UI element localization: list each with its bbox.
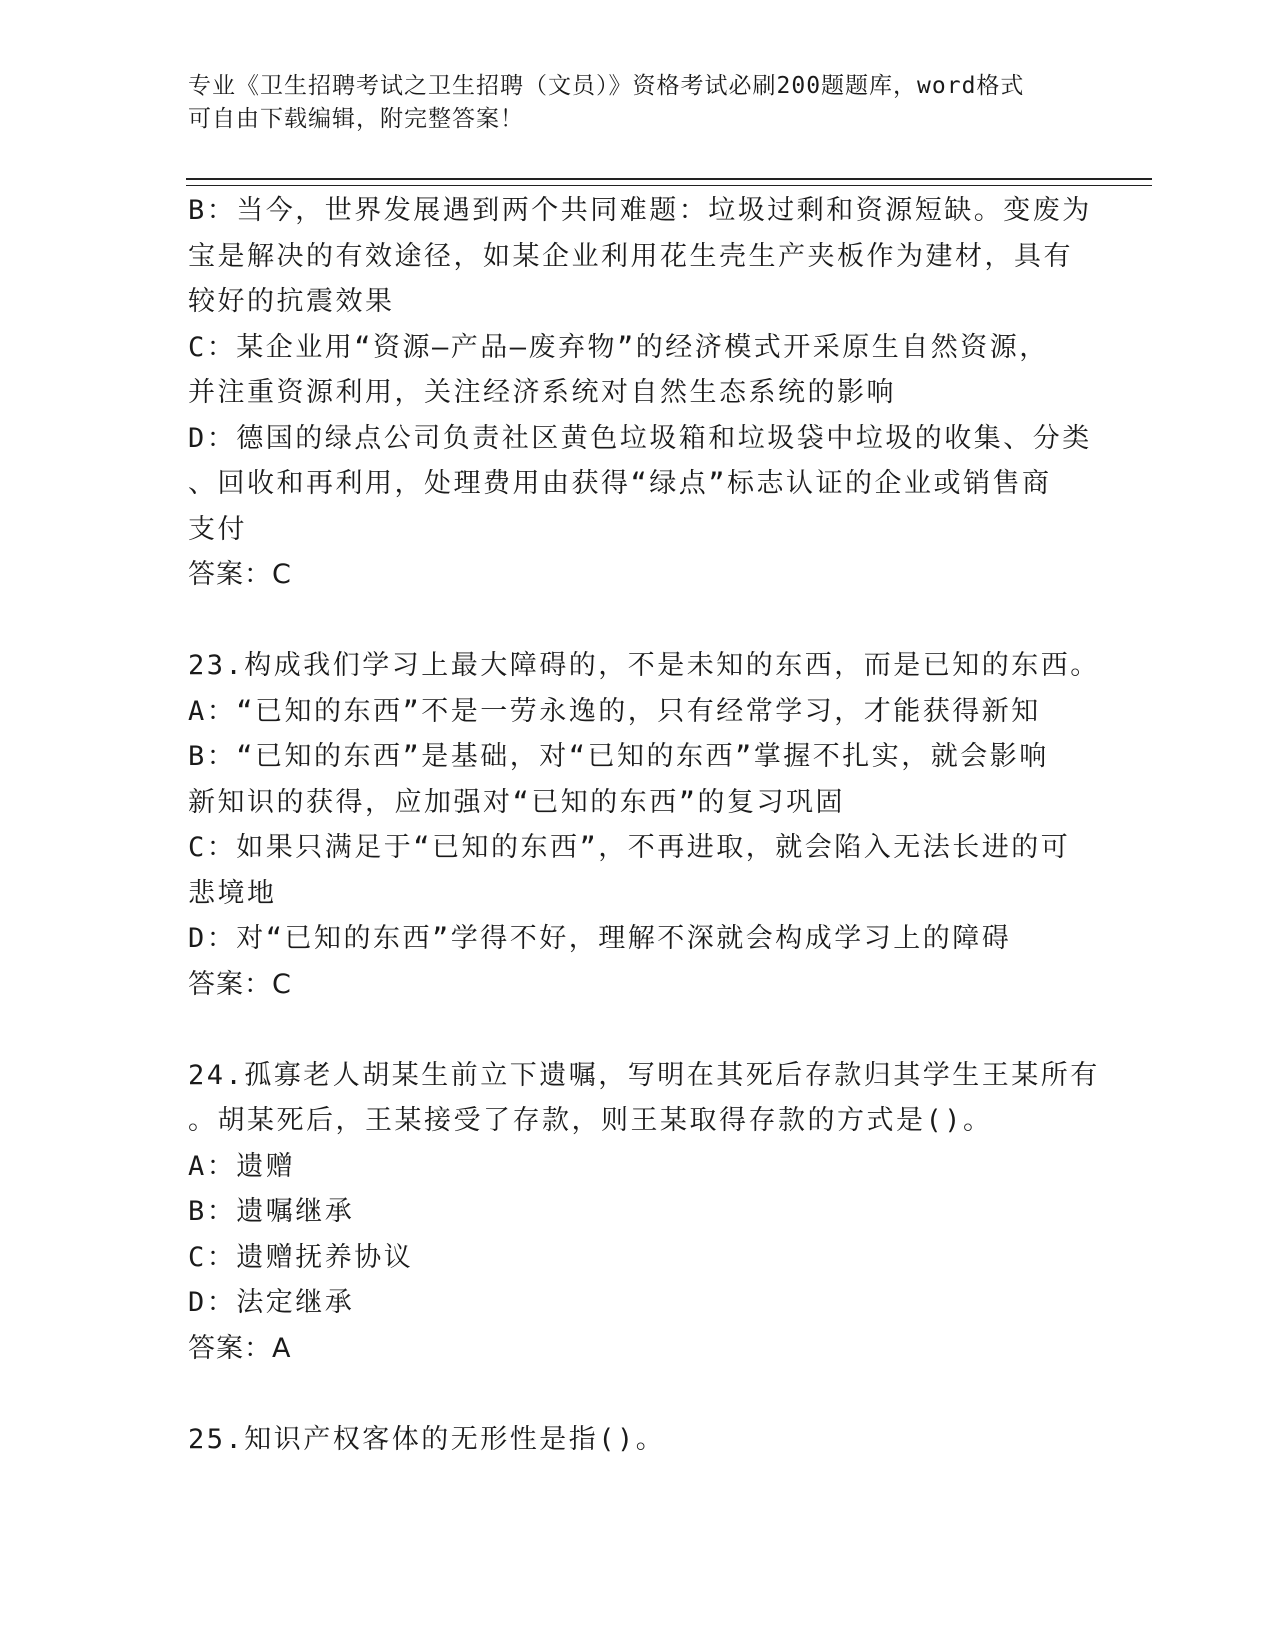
q24-answer: 答案：A [188,1332,292,1364]
q24-stem-line-1: 24.孤寡老人胡某生前立下遗嘱，写明在其死后存款归其学生王某所有 [188,1059,1100,1091]
q25-stem: 25.知识产权客体的无形性是指()。 [188,1423,666,1455]
header-line-1: 专业《卫生招聘考试之卫生招聘（文员）》资格考试必刷200题题库，word格式 [188,73,1025,99]
q23-stem: 23.构成我们学习上最大障碍的，不是未知的东西，而是已知的东西。 [188,650,1100,681]
q22-option-b-line-1: B：当今，世界发展遇到两个共同难题：垃圾过剩和资源短缺。变废为 [188,195,1092,226]
q22-answer: 答案：C [188,559,292,590]
q22-option-b-line-2: 宝是解决的有效途径，如某企业利用花生壳生产夹板作为建材，具有 [188,240,1073,272]
q23-option-a: A：“已知的东西”不是一劳永逸的，只有经常学习，才能获得新知 [188,695,1041,727]
header-divider [186,178,1152,186]
q22-option-d [188,416,1092,553]
page-header [188,70,1088,136]
q22-option-d-line-2: 、回收和再利用，处理费用由获得“绿点”标志认证的企业或销售商 [188,468,1052,499]
q23-option-c-line-2: 悲境地 [188,877,277,909]
q23-option-b-line-2: 新知识的获得，应加强对“已知的东西”的复习巩固 [188,786,846,818]
question-content [188,188,1100,1462]
q23-option-b [188,734,1078,825]
q22-option-b-line-3: 较好的抗震效果 [188,286,395,317]
q24-option-d: D：法定继承 [188,1287,355,1318]
q24-option-c: C：遗赠抚养协议 [188,1241,414,1273]
q24-option-b: B：遗嘱继承 [188,1196,355,1227]
q22-option-c-line-1: C：某企业用“资源—产品—废弃物”的经济模式开采原生自然资源， [188,331,1049,363]
q24-stem-line-2: 。胡某死后，王某接受了存款，则王某取得存款的方式是()。 [188,1105,993,1136]
q23-option-c [188,825,1078,916]
q23-option-c-line-1: C：如果只满足于“已知的东西”，不再进取，就会陷入无法长进的可 [188,832,1071,863]
q24-option-a: A：遗赠 [188,1150,296,1182]
q22-option-c-line-2: 并注重资源利用，关注经济系统对自然生态系统的影响 [188,377,896,408]
header-line-2: 可自由下载编辑，附完整答案！ [188,106,524,132]
q23-answer: 答案：C [188,968,292,1000]
q23-option-d: D：对“已知的东西”学得不好，理解不深就会构成学习上的障碍 [188,923,1012,954]
q22-option-d-line-1: D：德国的绿点公司负责社区黄色垃圾箱和垃圾袋中垃圾的收集、分类 [188,422,1092,454]
q22-option-d-line-3: 支付 [188,513,247,545]
q24-stem [188,1053,1100,1144]
q22-option-b [188,188,1092,325]
q22-option-c [188,325,1078,416]
q23-option-b-line-1: B：“已知的东西”是基础，对“已知的东西”掌握不扎实，就会影响 [188,741,1049,772]
